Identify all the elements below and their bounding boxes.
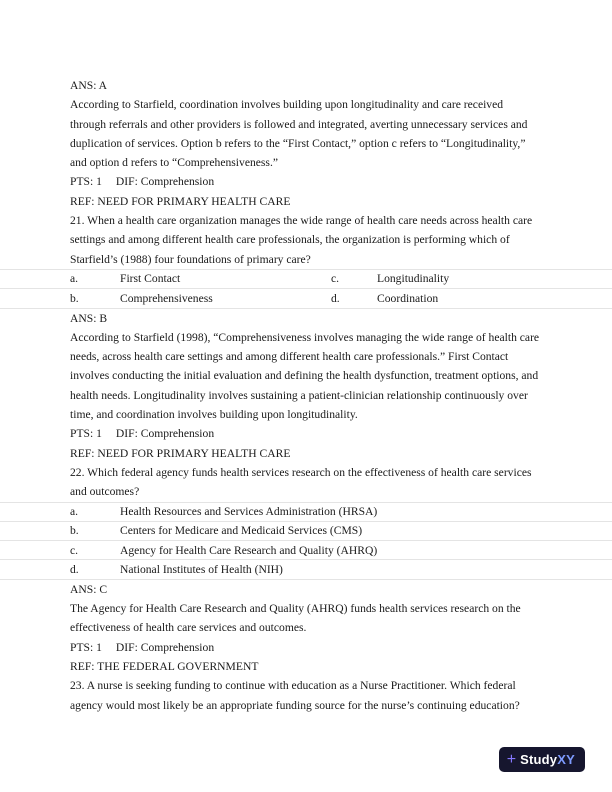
question-text: 23. A nurse is seeking funding to continue with education as a Nurse Practitioner. Which federal agency would most likely be an appropriate funding source for the nurse’s continuing education?: [70, 679, 520, 712]
option-row: [0, 541, 612, 560]
ref-line: REF: NEED FOR PRIMARY HEALTH CARE: [70, 446, 291, 460]
question-text: 22. Which federal agency funds health services research on the effectiveness of health care services and outcomes?: [70, 465, 532, 499]
option-letter: c.: [331, 272, 340, 286]
pts-value: PTS: 1: [70, 427, 102, 441]
question-text: 21. When a health care organization manages the wide range of health care needs across health care settings and among different health care professionals, the organization is performing which of Starfield’s (1988) four foundations of primary care?: [70, 214, 533, 266]
logo-text-secondary: XY: [557, 751, 575, 767]
explanation-text: The Agency for Health Care Research and Quality (AHRQ) funds health services research on the effectiveness of health care services and outcomes.: [70, 602, 521, 635]
option-letter: b.: [70, 524, 79, 538]
pts-dif-line: [70, 172, 540, 191]
pts-value: PTS: 1: [70, 175, 102, 189]
option-letter: a.: [70, 272, 79, 286]
option-letter: d.: [331, 291, 340, 305]
option-letter: c.: [70, 543, 79, 557]
dif-value: DIF: Comprehension: [115, 427, 215, 441]
pts-dif-line: [70, 638, 540, 657]
ref-line: REF: NEED FOR PRIMARY HEALTH CARE: [70, 194, 291, 208]
option-text: Health Resources and Services Administration (HRSA): [120, 505, 378, 519]
option-row: [0, 522, 612, 541]
options-table-q21: [0, 269, 612, 309]
option-text: National Institutes of Health (NIH): [120, 562, 283, 576]
option-text: Coordination: [377, 291, 439, 305]
dif-value: DIF: Comprehension: [115, 640, 215, 654]
explanation-text: According to Starfield, coordination involves building upon longitudinality and care received through referrals and other providers is followed and integrated, averting unnecessary services and duplication of services. Option b refers to the “First Contact,” option c refers to “Longitudinality,” and option d refers to “Comprehensiveness.”: [70, 98, 528, 170]
pts-value: PTS: 1: [70, 640, 102, 654]
option-row: [0, 270, 612, 289]
answer-line: ANS: A: [70, 79, 108, 92]
option-text: Centers for Medicare and Medicaid Services (CMS): [120, 524, 363, 538]
option-text: Longitudinality: [377, 272, 450, 286]
option-letter: d.: [70, 562, 79, 576]
option-row: [0, 289, 612, 308]
explanation-text: According to Starfield (1998), “Comprehensiveness involves managing the wide range of health care needs, across health care settings and among different health care professionals.” First Contact involves conducting the initial evaluation and defining the health dysfunction, treatment options, and health needs. Longitudinality involves sustaining a patient-clinician relationship continuously over time, and coordination involves building upon longitudinality.: [70, 330, 540, 422]
dif-value: DIF: Comprehension: [115, 175, 215, 189]
option-letter: a.: [70, 505, 79, 519]
option-text: Agency for Health Care Research and Quality (AHRQ): [120, 543, 378, 557]
option-row: [0, 503, 612, 522]
logo-text-primary: Study: [520, 751, 558, 767]
studyxy-logo[interactable]: [499, 747, 585, 772]
option-text: Comprehensiveness: [120, 291, 213, 305]
ref-line: REF: THE FEDERAL GOVERNMENT: [70, 659, 259, 673]
option-text: First Contact: [120, 272, 181, 286]
plus-icon: +: [506, 750, 517, 768]
answer-line: ANS: B: [70, 311, 108, 325]
pts-dif-line: [70, 424, 540, 443]
options-table-q22: [0, 502, 612, 580]
option-letter: b.: [70, 291, 79, 305]
option-row: [0, 560, 612, 579]
answer-line: ANS: C: [70, 582, 108, 596]
